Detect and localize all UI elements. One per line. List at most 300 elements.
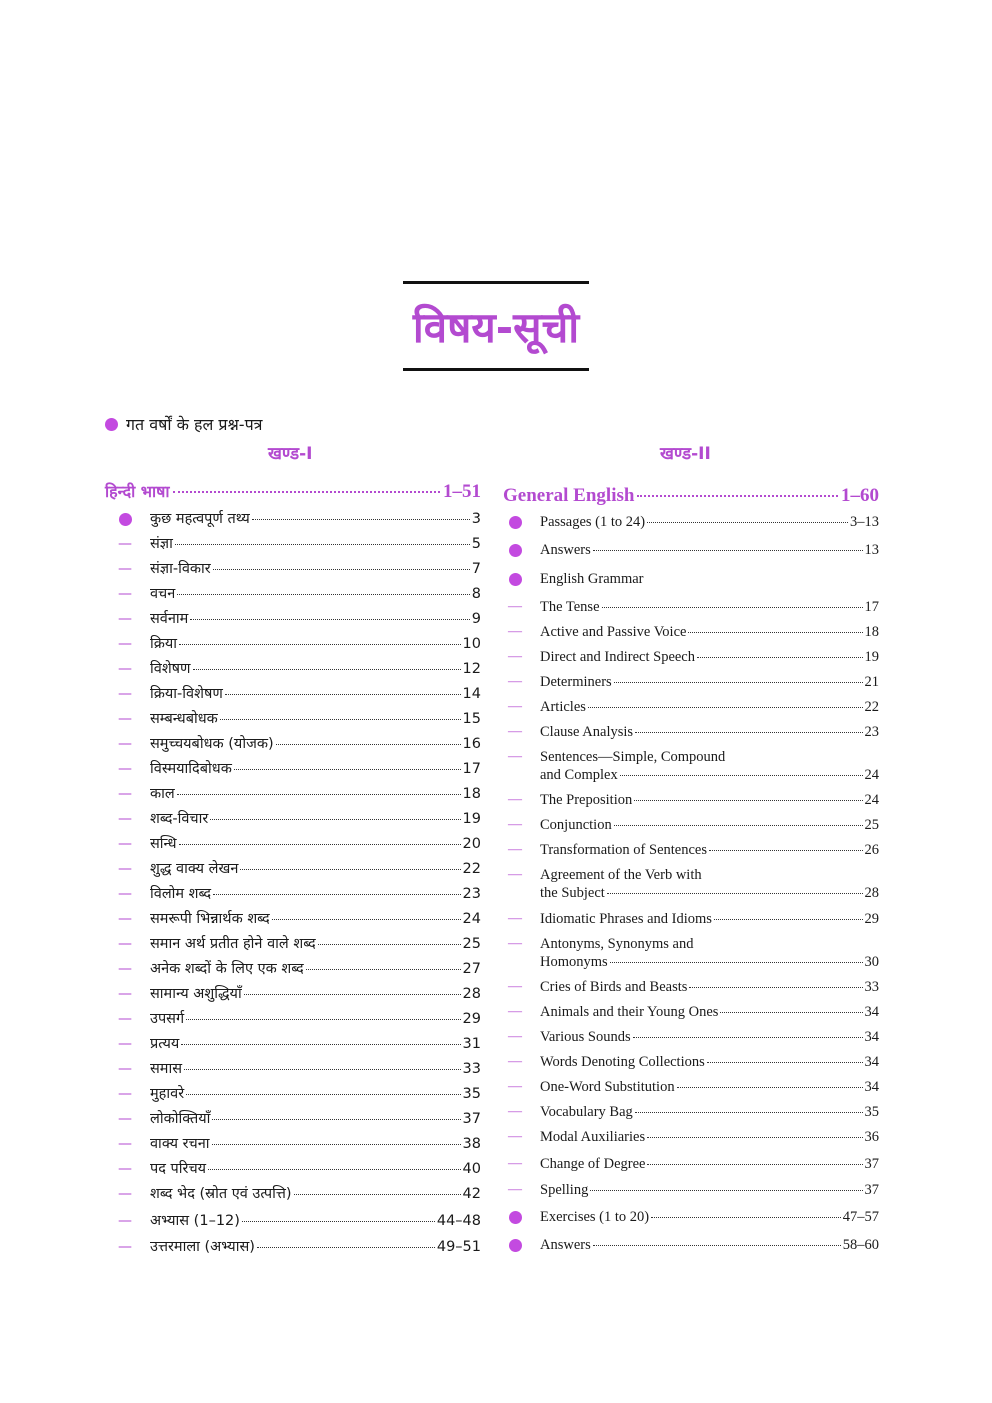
entry-line [150, 585, 481, 603]
toc-entry [150, 685, 481, 703]
entry-text: Conjunction [540, 817, 612, 833]
dash-marker [115, 910, 135, 928]
entry-line [150, 535, 481, 553]
dash-icon: — [508, 842, 522, 857]
toc-entry [540, 541, 879, 559]
toc-entry [540, 1236, 879, 1254]
entry-page: 58–60 [842, 1237, 879, 1253]
leader-dots [610, 962, 863, 963]
entry-page: 3–13 [850, 514, 879, 530]
toc-entry [150, 1010, 481, 1028]
entry-line [150, 960, 481, 978]
entry-text: कुछ महत्वपूर्ण तथ्य [150, 511, 250, 527]
dash-marker [505, 1053, 525, 1071]
leader-dots [244, 994, 461, 995]
toc-entry [540, 1128, 879, 1146]
entry-page: 35 [462, 1086, 481, 1102]
entry-line [540, 673, 879, 691]
entry-text: Modal Auxiliaries [540, 1129, 646, 1145]
leader-dots [225, 694, 461, 695]
leader-dots [240, 869, 460, 870]
dash-marker [115, 860, 135, 878]
entry-page: 17 [864, 599, 879, 615]
entry-text: विलोम शब्द [150, 886, 212, 902]
entry-text: संज्ञा-विकार [150, 561, 211, 577]
dash-icon: — [508, 649, 522, 664]
entry-line [150, 835, 481, 853]
toc-entry [540, 816, 879, 834]
toc-entry [150, 1060, 481, 1078]
title-box [403, 281, 589, 371]
entry-text: Clause Analysis [540, 724, 634, 740]
entry-text: अभ्यास (1–12) [150, 1213, 240, 1229]
entry-line [150, 1160, 481, 1178]
dash-marker [505, 723, 525, 741]
leader-dots [647, 1164, 862, 1165]
dash-marker [505, 935, 525, 953]
entry-page: 34 [864, 1079, 879, 1095]
toc-entry [150, 935, 481, 953]
entry-text: Answers [540, 542, 591, 558]
dash-marker [115, 660, 135, 678]
entry-page: 30 [864, 954, 879, 970]
entry-text: Direct and Indirect Speech [540, 649, 695, 665]
bullet-marker [505, 570, 525, 588]
dash-icon: — [118, 1239, 132, 1255]
dash-icon: — [118, 936, 132, 952]
toc-entry [150, 885, 481, 903]
dash-marker [505, 978, 525, 996]
entry-text: सन्धि [150, 836, 177, 852]
leader-dots [193, 669, 461, 670]
entry-page: 42 [462, 1186, 481, 1202]
leader-dots [709, 850, 863, 851]
entry-line [540, 513, 879, 531]
entry-page: 18 [462, 786, 481, 802]
entry-text: काल [150, 786, 175, 802]
toc-entry [150, 835, 481, 853]
toc-entry [540, 1028, 879, 1046]
dash-marker [115, 1110, 135, 1128]
dash-icon: — [118, 1061, 132, 1077]
dash-icon: — [508, 792, 522, 807]
toc-entry [540, 623, 879, 641]
leader-dots [677, 1087, 863, 1088]
entry-line [540, 1208, 879, 1226]
leader-dots [179, 844, 461, 845]
page-title: विषय-सूची [412, 302, 580, 352]
bullet-marker [505, 1208, 525, 1226]
dash-icon: — [508, 1029, 522, 1044]
bullet-marker [505, 1236, 525, 1254]
bullet-marker [505, 541, 525, 559]
dash-icon: — [118, 611, 132, 627]
entry-text: वाक्य रचना [150, 1136, 210, 1152]
entry-page: 36 [864, 1129, 879, 1145]
leader-dots [306, 969, 461, 970]
entry-text-cont: Homonyms [540, 954, 608, 970]
entry-page: 47–57 [842, 1209, 879, 1225]
toc-entry [540, 910, 879, 928]
entry-text-cont: and Complex [540, 767, 618, 783]
dash-marker [505, 1128, 525, 1146]
entry-line [150, 1010, 481, 1028]
leader-dots [272, 919, 461, 920]
dash-icon: — [118, 1086, 132, 1102]
dash-icon: — [118, 911, 132, 927]
entry-text: शब्द-विचार [150, 811, 209, 827]
leader-dots [620, 775, 863, 776]
leader-dots [602, 607, 863, 608]
entry-text: समरूपी भिन्नार्थक शब्द [150, 911, 270, 927]
entry-page: 28 [864, 885, 879, 901]
leader-dots [614, 682, 863, 683]
entry-line [540, 978, 879, 996]
dash-icon: — [508, 867, 522, 882]
dash-marker [115, 1185, 135, 1203]
entry-text: One-Word Substitution [540, 1079, 675, 1095]
entry-line [540, 766, 879, 784]
entry-text: विस्मयादिबोधक [150, 761, 232, 777]
entry-text: समास [150, 1061, 183, 1077]
bullet-marker [505, 513, 525, 531]
entry-text: शुद्ध वाक्य लेखन [150, 861, 239, 877]
left-column-heading: खण्ड-I [268, 444, 313, 464]
entry-page: 23 [462, 886, 481, 902]
leader-dots [173, 491, 440, 493]
dash-marker [115, 1212, 135, 1230]
dash-icon: — [118, 736, 132, 752]
entry-text: उपसर्ग [150, 1011, 185, 1027]
toc-entry [150, 760, 481, 778]
dash-marker [505, 748, 525, 766]
leader-dots [257, 1247, 435, 1248]
dash-marker [115, 1160, 135, 1178]
leader-dots [186, 1019, 460, 1020]
toc-entry [540, 1053, 879, 1071]
entry-line [540, 648, 879, 666]
dash-marker [115, 710, 135, 728]
toc-entry [540, 748, 879, 784]
entry-text: The Preposition [540, 792, 633, 808]
leader-dots [707, 1062, 863, 1063]
dash-marker [115, 835, 135, 853]
entry-text: संज्ञा [150, 536, 173, 552]
entry-text: Words Denoting Collections [540, 1054, 705, 1070]
entry-page: 5 [471, 536, 481, 552]
entry-page: 31 [462, 1036, 481, 1052]
toc-entry [540, 1208, 879, 1226]
bullet-icon [509, 1211, 522, 1224]
entry-text: Articles [540, 699, 586, 715]
entry-page: 25 [462, 936, 481, 952]
entry-line [150, 985, 481, 1003]
leader-dots [688, 632, 862, 633]
toc-entry [150, 535, 481, 553]
toc-entry [150, 510, 481, 528]
leader-dots [177, 794, 461, 795]
entry-page: 38 [462, 1136, 481, 1152]
toc-entry [540, 841, 879, 859]
dash-marker [115, 785, 135, 803]
leader-dots [186, 1094, 460, 1095]
entry-text: Determiners [540, 674, 612, 690]
dash-icon: — [118, 836, 132, 852]
entry-text: Passages (1 to 24) [540, 514, 646, 530]
dash-icon: — [118, 786, 132, 802]
entry-text: सामान्य अशुद्धियाँ [150, 986, 242, 1002]
entry-line [150, 1212, 481, 1230]
leader-dots [614, 825, 863, 826]
dash-icon: — [118, 986, 132, 1002]
entry-text: The Tense [540, 599, 600, 615]
entry-line [540, 1236, 879, 1254]
leader-dots [213, 894, 460, 895]
dash-marker [115, 885, 135, 903]
dash-marker [115, 635, 135, 653]
entry-line [150, 1135, 481, 1153]
entry-page: 37 [864, 1182, 879, 1198]
dash-marker [505, 910, 525, 928]
dash-icon: — [118, 536, 132, 552]
leader-dots [276, 744, 461, 745]
leader-dots [190, 619, 469, 620]
entry-text: सर्वनाम [150, 611, 189, 627]
entry-page: 34 [864, 1004, 879, 1020]
dash-icon: — [508, 699, 522, 714]
toc-entry [540, 935, 879, 971]
entry-line [150, 1035, 481, 1053]
dash-marker [505, 816, 525, 834]
entry-text: English Grammar [540, 571, 644, 587]
entry-line [540, 884, 879, 902]
entry-page: 24 [462, 911, 481, 927]
entry-line [150, 1085, 481, 1103]
entry-page: 12 [462, 661, 481, 677]
leader-dots [637, 495, 838, 497]
entry-line [540, 1028, 879, 1046]
entry-text: Idiomatic Phrases and Idioms [540, 911, 712, 927]
dash-marker [115, 685, 135, 703]
toc-entry [540, 1003, 879, 1021]
dash-icon: — [118, 1136, 132, 1152]
right-toc-list [505, 513, 879, 1263]
bullet-icon [509, 573, 522, 586]
entry-page: 17 [462, 761, 481, 777]
leader-dots [213, 569, 470, 570]
entry-page: 40 [462, 1161, 481, 1177]
dash-icon: — [508, 1004, 522, 1019]
entry-page: 15 [462, 711, 481, 727]
toc-entry [150, 985, 481, 1003]
entry-text: Exercises (1 to 20) [540, 1209, 650, 1225]
entry-page: 49–51 [436, 1239, 481, 1255]
entry-page: 10 [462, 636, 481, 652]
toc-entry [540, 673, 879, 691]
leader-dots [720, 1012, 862, 1013]
dash-icon: — [118, 686, 132, 702]
toc-entry [150, 1085, 481, 1103]
right-section-title [503, 485, 879, 507]
entry-line [540, 935, 879, 953]
dash-marker [115, 935, 135, 953]
entry-text: Spelling [540, 1182, 589, 1198]
entry-text: Answers [540, 1237, 591, 1253]
entry-page: 37 [462, 1111, 481, 1127]
left-section-title [105, 480, 481, 503]
toc-entry [150, 860, 481, 878]
dash-icon: — [508, 624, 522, 639]
right-section-pages: 1–60 [841, 485, 879, 506]
entry-line [150, 1110, 481, 1128]
dash-icon: — [118, 961, 132, 977]
toc-entry [150, 1160, 481, 1178]
entry-page: 23 [864, 724, 879, 740]
entry-line [150, 810, 481, 828]
leader-dots [697, 657, 863, 658]
toc-entry [540, 866, 879, 902]
leader-dots [590, 1190, 862, 1191]
leader-dots [179, 644, 460, 645]
dash-marker [505, 791, 525, 809]
entry-line [540, 1128, 879, 1146]
entry-text: Various Sounds [540, 1029, 631, 1045]
toc-entry [150, 710, 481, 728]
leader-dots [177, 594, 469, 595]
entry-text: समान अर्थ प्रतीत होने वाले शब्द [150, 936, 316, 952]
entry-page: 13 [864, 542, 879, 558]
entry-line [540, 698, 879, 716]
left-toc-list [115, 510, 481, 1260]
dash-marker [505, 841, 525, 859]
bullet-icon [509, 1239, 522, 1252]
dash-marker [115, 985, 135, 1003]
entry-page: 16 [462, 736, 481, 752]
toc-entry [150, 735, 481, 753]
dash-icon: — [118, 1161, 132, 1177]
toc-entry [150, 1135, 481, 1153]
entry-page: 29 [864, 911, 879, 927]
bullet-icon [105, 418, 118, 431]
dash-icon: — [508, 749, 522, 764]
left-section-name: हिन्दी भाषा [105, 482, 170, 501]
entry-page: 28 [462, 986, 481, 1002]
leader-dots [647, 1137, 862, 1138]
dash-icon: — [508, 724, 522, 739]
dash-icon: — [118, 811, 132, 827]
entry-page: 26 [864, 842, 879, 858]
entry-line [150, 885, 481, 903]
right-section-name: General English [503, 485, 635, 506]
entry-line [540, 1181, 879, 1199]
entry-line [150, 785, 481, 803]
bullet-marker [115, 510, 135, 528]
leader-dots [633, 1037, 863, 1038]
entry-page: 22 [462, 861, 481, 877]
bullet-icon [509, 544, 522, 557]
leader-dots [634, 800, 862, 801]
dash-marker [505, 598, 525, 616]
dash-marker [115, 535, 135, 553]
dash-marker [505, 1181, 525, 1199]
toc-entry [150, 1035, 481, 1053]
entry-text: Vocabulary Bag [540, 1104, 633, 1120]
dash-icon: — [118, 661, 132, 677]
bullet-icon [509, 516, 522, 529]
entry-page: 7 [471, 561, 481, 577]
entry-line [150, 935, 481, 953]
toc-entry [540, 978, 879, 996]
entry-text: Antonyms, Synonyms and [540, 936, 694, 952]
dash-icon: — [508, 1079, 522, 1094]
entry-line [540, 841, 879, 859]
dash-icon: — [508, 817, 522, 832]
toc-entry [540, 1103, 879, 1121]
entry-page: 34 [864, 1054, 879, 1070]
entry-text-cont: the Subject [540, 885, 605, 901]
entry-line [540, 1053, 879, 1071]
dash-marker [505, 1155, 525, 1173]
dash-icon: — [508, 1182, 522, 1197]
dash-marker [505, 648, 525, 666]
dash-marker [115, 610, 135, 628]
entry-line [150, 910, 481, 928]
entry-text: वचन [150, 586, 176, 602]
leader-dots [714, 919, 863, 920]
entry-page: 20 [462, 836, 481, 852]
toc-entry [540, 791, 879, 809]
leader-dots [593, 550, 863, 551]
entry-line [150, 660, 481, 678]
left-section-pages: 1–51 [443, 481, 481, 502]
entry-line [150, 610, 481, 628]
entry-line [150, 735, 481, 753]
intro-text: गत वर्षों के हल प्रश्न-पत्र [126, 415, 263, 434]
dash-icon: — [118, 1011, 132, 1027]
leader-dots [588, 707, 863, 708]
entry-line [150, 860, 481, 878]
entry-text: मुहावरे [150, 1086, 185, 1102]
entry-page: 24 [864, 792, 879, 808]
toc-entry [540, 698, 879, 716]
dash-icon: — [508, 979, 522, 994]
entry-page: 35 [864, 1104, 879, 1120]
entry-page: 25 [864, 817, 879, 833]
toc-entry [540, 598, 879, 616]
entry-line [540, 570, 879, 588]
dash-icon: — [118, 1036, 132, 1052]
dash-marker [115, 585, 135, 603]
entry-line [540, 816, 879, 834]
entry-page: 18 [864, 624, 879, 640]
entry-page: 19 [462, 811, 481, 827]
toc-entry [540, 570, 879, 588]
entry-text: Sentences—Simple, Compound [540, 749, 726, 765]
entry-page: 24 [864, 767, 879, 783]
leader-dots [635, 732, 862, 733]
entry-line [150, 560, 481, 578]
entry-text: Agreement of the Verb with [540, 867, 702, 883]
entry-line [540, 1003, 879, 1021]
dash-marker [115, 1135, 135, 1153]
dash-marker [505, 1028, 525, 1046]
dash-marker [505, 1003, 525, 1021]
entry-page: 44–48 [436, 1213, 481, 1229]
entry-text: समुच्चयबोधक (योजक) [150, 736, 274, 752]
dash-marker [505, 623, 525, 641]
dash-marker [505, 673, 525, 691]
entry-page: 22 [864, 699, 879, 715]
